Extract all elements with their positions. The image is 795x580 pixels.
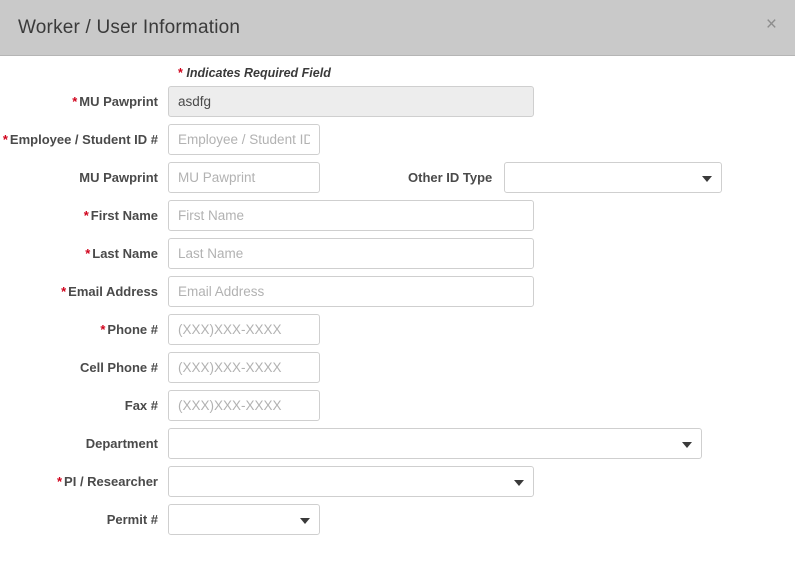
email-address-input[interactable]: [168, 276, 534, 307]
row-first-name: [0, 200, 795, 231]
row-mu-pawprint-primary: [0, 86, 795, 117]
required-asterisk: *: [72, 94, 78, 109]
label-phone-number: [0, 314, 168, 338]
field-wrap-mu-pawprint-primary: [168, 86, 534, 117]
field-wrap-email-address: [168, 276, 534, 307]
label-text: Phone #: [107, 322, 158, 337]
field-wrap-first-name: [168, 200, 534, 231]
row-last-name: [0, 238, 795, 269]
label-other-id-type: Other ID Type: [408, 170, 493, 185]
row-department: [0, 428, 795, 459]
row-email-address: [0, 276, 795, 307]
pi-researcher-select[interactable]: [168, 466, 534, 497]
other-id-type-select[interactable]: [504, 162, 722, 193]
row-employee-student-id: [0, 124, 795, 155]
label-text: Last Name: [92, 246, 158, 261]
label-last-name: [0, 238, 168, 262]
required-asterisk: *: [83, 208, 89, 223]
label-cell-phone-number: Cell Phone #: [79, 360, 158, 375]
label-permit-number: Permit #: [106, 512, 158, 527]
row-cell-phone-number: [0, 352, 795, 383]
required-note-text: Indicates Required Field: [186, 66, 331, 80]
row-phone-number: [0, 314, 795, 345]
label-pi-researcher: [0, 466, 168, 490]
required-asterisk: *: [178, 66, 183, 80]
modal-body: [0, 56, 795, 580]
row-fax-number: [0, 390, 795, 421]
label-text: PI / Researcher: [64, 474, 158, 489]
department-wrap: [168, 428, 702, 459]
permit-number-wrap: [168, 504, 320, 535]
close-icon[interactable]: ×: [762, 13, 781, 36]
label-employee-student-id: [0, 124, 168, 148]
fax-number-input[interactable]: [168, 390, 320, 421]
required-asterisk: *: [56, 474, 63, 489]
row-permit-number: [0, 504, 795, 535]
first-name-input[interactable]: [168, 200, 534, 231]
mu-pawprint-secondary-input[interactable]: [168, 162, 320, 193]
label-text: Email Address: [68, 284, 158, 299]
modal-header: [0, 0, 795, 56]
field-wrap-cell-phone-number: [168, 352, 320, 383]
label-text: Employee / Student ID #: [9, 132, 158, 147]
label-department: Department: [85, 436, 158, 451]
page-title: Worker / User Information: [18, 16, 241, 38]
label-text: MU Pawprint: [79, 94, 158, 109]
label-first-name: [0, 200, 168, 224]
pi-researcher-wrap: [168, 466, 534, 497]
other-id-type-wrap: [504, 162, 722, 193]
row-pi-researcher: [0, 466, 795, 497]
field-wrap-phone-number: [168, 314, 320, 345]
label-email-address: [0, 276, 168, 300]
required-asterisk: *: [61, 284, 67, 299]
required-asterisk: *: [85, 246, 91, 261]
field-wrap-fax-number: [168, 390, 320, 421]
department-select[interactable]: [168, 428, 702, 459]
label-mu-pawprint-secondary: MU Pawprint: [79, 170, 158, 185]
permit-number-select[interactable]: [168, 504, 320, 535]
required-asterisk: *: [100, 322, 106, 337]
last-name-input[interactable]: [168, 238, 534, 269]
field-group-pawprint-otherid: [168, 162, 722, 193]
required-asterisk: *: [2, 132, 8, 147]
field-wrap-employee-student-id: [168, 124, 320, 155]
required-field-note: [178, 66, 795, 80]
field-wrap-last-name: [168, 238, 534, 269]
employee-student-id-input[interactable]: [168, 124, 320, 155]
label-text: First Name: [90, 208, 158, 223]
row-mu-pawprint-secondary: [0, 162, 795, 193]
cell-phone-number-input[interactable]: [168, 352, 320, 383]
label-fax-number: Fax #: [124, 398, 158, 413]
label-mu-pawprint-primary: [0, 86, 168, 110]
phone-number-input[interactable]: [168, 314, 320, 345]
mu-pawprint-primary-input[interactable]: [168, 86, 534, 117]
